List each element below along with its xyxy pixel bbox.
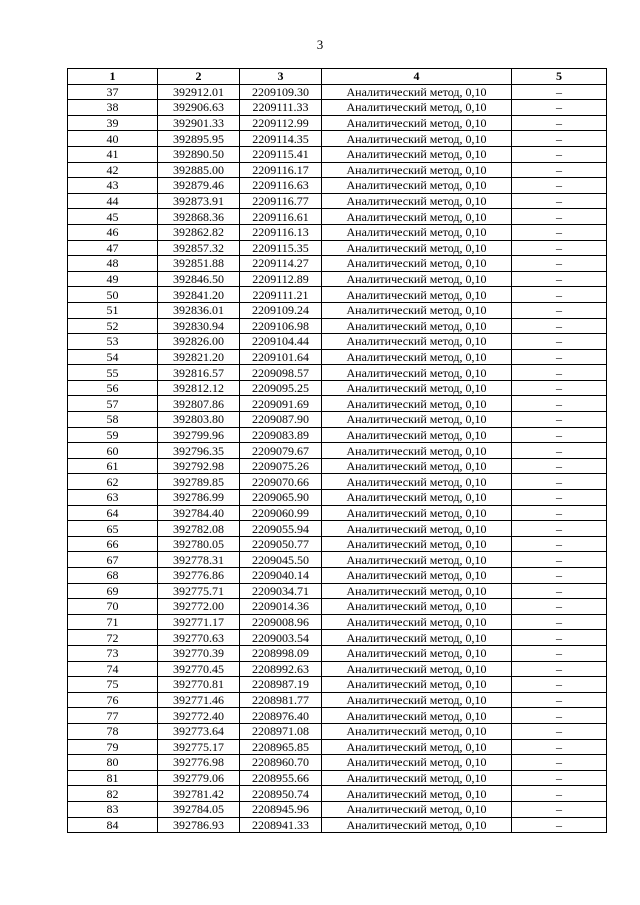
table-row bbox=[68, 131, 607, 147]
cell-y-coordinate: 2208965.85 bbox=[240, 739, 322, 755]
cell-point-number: 73 bbox=[68, 645, 158, 661]
cell-method: Аналитический метод, 0,10 bbox=[322, 630, 512, 646]
cell-point-number: 56 bbox=[68, 380, 158, 396]
cell-description: – bbox=[512, 755, 607, 771]
cell-point-number: 81 bbox=[68, 770, 158, 786]
cell-point-number: 58 bbox=[68, 412, 158, 428]
cell-x-coordinate: 392868.36 bbox=[158, 209, 240, 225]
table-row bbox=[68, 365, 607, 381]
cell-description: – bbox=[512, 349, 607, 365]
cell-description: – bbox=[512, 396, 607, 412]
cell-y-coordinate: 2209098.57 bbox=[240, 365, 322, 381]
cell-x-coordinate: 392906.63 bbox=[158, 100, 240, 116]
cell-x-coordinate: 392901.33 bbox=[158, 115, 240, 131]
cell-x-coordinate: 392780.05 bbox=[158, 536, 240, 552]
cell-description: – bbox=[512, 224, 607, 240]
cell-method: Аналитический метод, 0,10 bbox=[322, 100, 512, 116]
cell-x-coordinate: 392830.94 bbox=[158, 318, 240, 334]
cell-method: Аналитический метод, 0,10 bbox=[322, 224, 512, 240]
cell-y-coordinate: 2209014.36 bbox=[240, 599, 322, 615]
table-row bbox=[68, 427, 607, 443]
cell-x-coordinate: 392826.00 bbox=[158, 334, 240, 350]
cell-point-number: 80 bbox=[68, 755, 158, 771]
cell-point-number: 51 bbox=[68, 302, 158, 318]
header-x-coordinate: 2 bbox=[158, 69, 240, 85]
cell-x-coordinate: 392784.05 bbox=[158, 801, 240, 817]
table-row bbox=[68, 708, 607, 724]
cell-description: – bbox=[512, 708, 607, 724]
cell-x-coordinate: 392770.39 bbox=[158, 645, 240, 661]
cell-x-coordinate: 392799.96 bbox=[158, 427, 240, 443]
cell-description: – bbox=[512, 661, 607, 677]
table-row bbox=[68, 505, 607, 521]
cell-point-number: 59 bbox=[68, 427, 158, 443]
cell-method: Аналитический метод, 0,10 bbox=[322, 599, 512, 615]
cell-description: – bbox=[512, 302, 607, 318]
cell-point-number: 63 bbox=[68, 490, 158, 506]
table-row bbox=[68, 599, 607, 615]
cell-point-number: 41 bbox=[68, 146, 158, 162]
table-row bbox=[68, 583, 607, 599]
cell-description: – bbox=[512, 474, 607, 490]
cell-y-coordinate: 2209003.54 bbox=[240, 630, 322, 646]
table-row bbox=[68, 100, 607, 116]
cell-description: – bbox=[512, 271, 607, 287]
cell-description: – bbox=[512, 739, 607, 755]
cell-point-number: 84 bbox=[68, 817, 158, 833]
cell-y-coordinate: 2208971.08 bbox=[240, 723, 322, 739]
cell-method: Аналитический метод, 0,10 bbox=[322, 131, 512, 147]
cell-method: Аналитический метод, 0,10 bbox=[322, 193, 512, 209]
cell-point-number: 40 bbox=[68, 131, 158, 147]
cell-point-number: 67 bbox=[68, 552, 158, 568]
cell-y-coordinate: 2209112.99 bbox=[240, 115, 322, 131]
cell-x-coordinate: 392821.20 bbox=[158, 349, 240, 365]
cell-x-coordinate: 392789.85 bbox=[158, 474, 240, 490]
cell-point-number: 54 bbox=[68, 349, 158, 365]
table-row bbox=[68, 178, 607, 194]
cell-method: Аналитический метод, 0,10 bbox=[322, 723, 512, 739]
cell-description: – bbox=[512, 193, 607, 209]
cell-point-number: 69 bbox=[68, 583, 158, 599]
cell-y-coordinate: 2209079.67 bbox=[240, 443, 322, 459]
cell-method: Аналитический метод, 0,10 bbox=[322, 505, 512, 521]
coordinates-table bbox=[67, 68, 607, 833]
cell-point-number: 64 bbox=[68, 505, 158, 521]
cell-description: – bbox=[512, 614, 607, 630]
table-row bbox=[68, 739, 607, 755]
cell-y-coordinate: 2209075.26 bbox=[240, 458, 322, 474]
cell-description: – bbox=[512, 287, 607, 303]
cell-description: – bbox=[512, 443, 607, 459]
cell-x-coordinate: 392776.98 bbox=[158, 755, 240, 771]
cell-description: – bbox=[512, 178, 607, 194]
cell-method: Аналитический метод, 0,10 bbox=[322, 770, 512, 786]
cell-x-coordinate: 392779.06 bbox=[158, 770, 240, 786]
cell-description: – bbox=[512, 490, 607, 506]
cell-point-number: 76 bbox=[68, 692, 158, 708]
cell-method: Аналитический метод, 0,10 bbox=[322, 801, 512, 817]
cell-method: Аналитический метод, 0,10 bbox=[322, 583, 512, 599]
cell-description: – bbox=[512, 599, 607, 615]
table-row bbox=[68, 677, 607, 693]
cell-point-number: 55 bbox=[68, 365, 158, 381]
cell-point-number: 44 bbox=[68, 193, 158, 209]
table-row bbox=[68, 692, 607, 708]
cell-y-coordinate: 2209070.66 bbox=[240, 474, 322, 490]
cell-point-number: 68 bbox=[68, 568, 158, 584]
cell-y-coordinate: 2209034.71 bbox=[240, 583, 322, 599]
header-point-number: 1 bbox=[68, 69, 158, 85]
cell-description: – bbox=[512, 536, 607, 552]
cell-point-number: 66 bbox=[68, 536, 158, 552]
cell-y-coordinate: 2209101.64 bbox=[240, 349, 322, 365]
table-row bbox=[68, 146, 607, 162]
table-body bbox=[68, 84, 607, 833]
cell-x-coordinate: 392885.00 bbox=[158, 162, 240, 178]
cell-description: – bbox=[512, 723, 607, 739]
cell-description: – bbox=[512, 583, 607, 599]
header-method: 4 bbox=[322, 69, 512, 85]
cell-point-number: 62 bbox=[68, 474, 158, 490]
cell-x-coordinate: 392770.45 bbox=[158, 661, 240, 677]
cell-description: – bbox=[512, 380, 607, 396]
table-row bbox=[68, 334, 607, 350]
cell-method: Аналитический метод, 0,10 bbox=[322, 458, 512, 474]
cell-x-coordinate: 392772.40 bbox=[158, 708, 240, 724]
cell-description: – bbox=[512, 505, 607, 521]
cell-y-coordinate: 2209112.89 bbox=[240, 271, 322, 287]
cell-y-coordinate: 2208960.70 bbox=[240, 755, 322, 771]
cell-y-coordinate: 2208992.63 bbox=[240, 661, 322, 677]
table-row bbox=[68, 817, 607, 833]
cell-description: – bbox=[512, 692, 607, 708]
cell-y-coordinate: 2208981.77 bbox=[240, 692, 322, 708]
cell-description: – bbox=[512, 100, 607, 116]
cell-point-number: 70 bbox=[68, 599, 158, 615]
table-row bbox=[68, 661, 607, 677]
cell-y-coordinate: 2209106.98 bbox=[240, 318, 322, 334]
cell-y-coordinate: 2209116.77 bbox=[240, 193, 322, 209]
cell-method: Аналитический метод, 0,10 bbox=[322, 84, 512, 100]
cell-point-number: 38 bbox=[68, 100, 158, 116]
cell-method: Аналитический метод, 0,10 bbox=[322, 349, 512, 365]
cell-description: – bbox=[512, 318, 607, 334]
cell-x-coordinate: 392890.50 bbox=[158, 146, 240, 162]
cell-point-number: 39 bbox=[68, 115, 158, 131]
cell-y-coordinate: 2209050.77 bbox=[240, 536, 322, 552]
cell-x-coordinate: 392772.00 bbox=[158, 599, 240, 615]
cell-y-coordinate: 2209055.94 bbox=[240, 521, 322, 537]
cell-method: Аналитический метод, 0,10 bbox=[322, 240, 512, 256]
cell-method: Аналитический метод, 0,10 bbox=[322, 490, 512, 506]
cell-method: Аналитический метод, 0,10 bbox=[322, 521, 512, 537]
cell-x-coordinate: 392836.01 bbox=[158, 302, 240, 318]
cell-y-coordinate: 2209116.61 bbox=[240, 209, 322, 225]
cell-description: – bbox=[512, 162, 607, 178]
cell-method: Аналитический метод, 0,10 bbox=[322, 817, 512, 833]
cell-description: – bbox=[512, 521, 607, 537]
cell-method: Аналитический метод, 0,10 bbox=[322, 474, 512, 490]
table-row bbox=[68, 770, 607, 786]
cell-x-coordinate: 392857.32 bbox=[158, 240, 240, 256]
cell-description: – bbox=[512, 552, 607, 568]
cell-y-coordinate: 2208945.96 bbox=[240, 801, 322, 817]
cell-y-coordinate: 2208955.66 bbox=[240, 770, 322, 786]
cell-point-number: 72 bbox=[68, 630, 158, 646]
cell-y-coordinate: 2209114.35 bbox=[240, 131, 322, 147]
cell-method: Аналитический метод, 0,10 bbox=[322, 536, 512, 552]
cell-method: Аналитический метод, 0,10 bbox=[322, 115, 512, 131]
table-row bbox=[68, 193, 607, 209]
cell-point-number: 43 bbox=[68, 178, 158, 194]
cell-point-number: 71 bbox=[68, 614, 158, 630]
cell-method: Аналитический метод, 0,10 bbox=[322, 755, 512, 771]
cell-description: – bbox=[512, 801, 607, 817]
cell-x-coordinate: 392846.50 bbox=[158, 271, 240, 287]
cell-x-coordinate: 392841.20 bbox=[158, 287, 240, 303]
table-row bbox=[68, 318, 607, 334]
cell-description: – bbox=[512, 427, 607, 443]
cell-point-number: 45 bbox=[68, 209, 158, 225]
cell-y-coordinate: 2209040.14 bbox=[240, 568, 322, 584]
table-row bbox=[68, 349, 607, 365]
cell-method: Аналитический метод, 0,10 bbox=[322, 645, 512, 661]
cell-method: Аналитический метод, 0,10 bbox=[322, 380, 512, 396]
cell-method: Аналитический метод, 0,10 bbox=[322, 302, 512, 318]
cell-method: Аналитический метод, 0,10 bbox=[322, 661, 512, 677]
cell-x-coordinate: 392786.93 bbox=[158, 817, 240, 833]
table-row bbox=[68, 801, 607, 817]
cell-x-coordinate: 392796.35 bbox=[158, 443, 240, 459]
table-row bbox=[68, 552, 607, 568]
cell-y-coordinate: 2209116.63 bbox=[240, 178, 322, 194]
cell-point-number: 74 bbox=[68, 661, 158, 677]
table-row bbox=[68, 490, 607, 506]
cell-point-number: 77 bbox=[68, 708, 158, 724]
cell-x-coordinate: 392775.17 bbox=[158, 739, 240, 755]
cell-x-coordinate: 392778.31 bbox=[158, 552, 240, 568]
cell-method: Аналитический метод, 0,10 bbox=[322, 178, 512, 194]
cell-x-coordinate: 392812.12 bbox=[158, 380, 240, 396]
cell-x-coordinate: 392770.63 bbox=[158, 630, 240, 646]
cell-x-coordinate: 392770.81 bbox=[158, 677, 240, 693]
cell-point-number: 57 bbox=[68, 396, 158, 412]
cell-method: Аналитический метод, 0,10 bbox=[322, 334, 512, 350]
cell-description: – bbox=[512, 365, 607, 381]
cell-y-coordinate: 2209116.13 bbox=[240, 224, 322, 240]
table-row bbox=[68, 645, 607, 661]
cell-method: Аналитический метод, 0,10 bbox=[322, 318, 512, 334]
cell-y-coordinate: 2209045.50 bbox=[240, 552, 322, 568]
cell-x-coordinate: 392895.95 bbox=[158, 131, 240, 147]
cell-method: Аналитический метод, 0,10 bbox=[322, 396, 512, 412]
cell-method: Аналитический метод, 0,10 bbox=[322, 692, 512, 708]
cell-description: – bbox=[512, 84, 607, 100]
cell-method: Аналитический метод, 0,10 bbox=[322, 271, 512, 287]
cell-description: – bbox=[512, 770, 607, 786]
cell-y-coordinate: 2209109.30 bbox=[240, 84, 322, 100]
cell-point-number: 46 bbox=[68, 224, 158, 240]
cell-x-coordinate: 392782.08 bbox=[158, 521, 240, 537]
table-row bbox=[68, 115, 607, 131]
cell-y-coordinate: 2208950.74 bbox=[240, 786, 322, 802]
cell-point-number: 65 bbox=[68, 521, 158, 537]
cell-x-coordinate: 392775.71 bbox=[158, 583, 240, 599]
table-row bbox=[68, 630, 607, 646]
cell-method: Аналитический метод, 0,10 bbox=[322, 708, 512, 724]
table-row bbox=[68, 412, 607, 428]
table-row bbox=[68, 396, 607, 412]
cell-description: – bbox=[512, 677, 607, 693]
cell-x-coordinate: 392816.57 bbox=[158, 365, 240, 381]
cell-method: Аналитический метод, 0,10 bbox=[322, 677, 512, 693]
cell-y-coordinate: 2209065.90 bbox=[240, 490, 322, 506]
cell-description: – bbox=[512, 209, 607, 225]
cell-x-coordinate: 392862.82 bbox=[158, 224, 240, 240]
cell-y-coordinate: 2209087.90 bbox=[240, 412, 322, 428]
cell-method: Аналитический метод, 0,10 bbox=[322, 427, 512, 443]
cell-y-coordinate: 2208998.09 bbox=[240, 645, 322, 661]
table-row bbox=[68, 162, 607, 178]
cell-method: Аналитический метод, 0,10 bbox=[322, 365, 512, 381]
cell-method: Аналитический метод, 0,10 bbox=[322, 412, 512, 428]
cell-description: – bbox=[512, 256, 607, 272]
cell-description: – bbox=[512, 630, 607, 646]
table-row bbox=[68, 723, 607, 739]
table-row bbox=[68, 755, 607, 771]
table-row bbox=[68, 287, 607, 303]
cell-method: Аналитический метод, 0,10 bbox=[322, 256, 512, 272]
cell-method: Аналитический метод, 0,10 bbox=[322, 162, 512, 178]
cell-point-number: 60 bbox=[68, 443, 158, 459]
cell-point-number: 82 bbox=[68, 786, 158, 802]
cell-point-number: 75 bbox=[68, 677, 158, 693]
table-row bbox=[68, 209, 607, 225]
cell-point-number: 61 bbox=[68, 458, 158, 474]
cell-method: Аналитический метод, 0,10 bbox=[322, 568, 512, 584]
cell-point-number: 49 bbox=[68, 271, 158, 287]
cell-description: – bbox=[512, 240, 607, 256]
cell-point-number: 37 bbox=[68, 84, 158, 100]
cell-x-coordinate: 392912.01 bbox=[158, 84, 240, 100]
cell-point-number: 79 bbox=[68, 739, 158, 755]
table-row bbox=[68, 443, 607, 459]
table-row bbox=[68, 458, 607, 474]
table-row bbox=[68, 568, 607, 584]
cell-x-coordinate: 392771.17 bbox=[158, 614, 240, 630]
cell-x-coordinate: 392873.91 bbox=[158, 193, 240, 209]
cell-x-coordinate: 392786.99 bbox=[158, 490, 240, 506]
cell-y-coordinate: 2209115.41 bbox=[240, 146, 322, 162]
cell-point-number: 42 bbox=[68, 162, 158, 178]
cell-point-number: 78 bbox=[68, 723, 158, 739]
cell-x-coordinate: 392851.88 bbox=[158, 256, 240, 272]
cell-y-coordinate: 2209060.99 bbox=[240, 505, 322, 521]
cell-description: – bbox=[512, 458, 607, 474]
cell-x-coordinate: 392807.86 bbox=[158, 396, 240, 412]
cell-description: – bbox=[512, 568, 607, 584]
table-row bbox=[68, 302, 607, 318]
cell-description: – bbox=[512, 334, 607, 350]
cell-x-coordinate: 392803.80 bbox=[158, 412, 240, 428]
cell-y-coordinate: 2209091.69 bbox=[240, 396, 322, 412]
cell-method: Аналитический метод, 0,10 bbox=[322, 209, 512, 225]
cell-y-coordinate: 2209008.96 bbox=[240, 614, 322, 630]
header-description: 5 bbox=[512, 69, 607, 85]
cell-y-coordinate: 2208976.40 bbox=[240, 708, 322, 724]
cell-method: Аналитический метод, 0,10 bbox=[322, 614, 512, 630]
cell-method: Аналитический метод, 0,10 bbox=[322, 443, 512, 459]
table-row bbox=[68, 380, 607, 396]
cell-description: – bbox=[512, 412, 607, 428]
cell-description: – bbox=[512, 146, 607, 162]
cell-method: Аналитический метод, 0,10 bbox=[322, 552, 512, 568]
table-row bbox=[68, 536, 607, 552]
table-row bbox=[68, 474, 607, 490]
cell-description: – bbox=[512, 817, 607, 833]
cell-x-coordinate: 392776.86 bbox=[158, 568, 240, 584]
cell-y-coordinate: 2209095.25 bbox=[240, 380, 322, 396]
cell-point-number: 48 bbox=[68, 256, 158, 272]
table-row bbox=[68, 786, 607, 802]
cell-x-coordinate: 392879.46 bbox=[158, 178, 240, 194]
cell-y-coordinate: 2208987.19 bbox=[240, 677, 322, 693]
cell-x-coordinate: 392784.40 bbox=[158, 505, 240, 521]
cell-x-coordinate: 392792.98 bbox=[158, 458, 240, 474]
cell-y-coordinate: 2209111.33 bbox=[240, 100, 322, 116]
cell-y-coordinate: 2209115.35 bbox=[240, 240, 322, 256]
cell-y-coordinate: 2208941.33 bbox=[240, 817, 322, 833]
table-row bbox=[68, 521, 607, 537]
cell-method: Аналитический метод, 0,10 bbox=[322, 287, 512, 303]
table-row bbox=[68, 84, 607, 100]
cell-method: Аналитический метод, 0,10 bbox=[322, 786, 512, 802]
table-row bbox=[68, 256, 607, 272]
cell-y-coordinate: 2209114.27 bbox=[240, 256, 322, 272]
cell-point-number: 83 bbox=[68, 801, 158, 817]
cell-description: – bbox=[512, 786, 607, 802]
cell-point-number: 53 bbox=[68, 334, 158, 350]
cell-point-number: 47 bbox=[68, 240, 158, 256]
cell-y-coordinate: 2209111.21 bbox=[240, 287, 322, 303]
table-row bbox=[68, 614, 607, 630]
cell-point-number: 52 bbox=[68, 318, 158, 334]
cell-description: – bbox=[512, 115, 607, 131]
cell-point-number: 50 bbox=[68, 287, 158, 303]
cell-description: – bbox=[512, 131, 607, 147]
page-number: 3 bbox=[316, 37, 324, 52]
cell-method: Аналитический метод, 0,10 bbox=[322, 146, 512, 162]
cell-y-coordinate: 2209083.89 bbox=[240, 427, 322, 443]
table-header-row bbox=[68, 69, 607, 85]
table-row bbox=[68, 240, 607, 256]
table-row bbox=[68, 224, 607, 240]
cell-y-coordinate: 2209109.24 bbox=[240, 302, 322, 318]
cell-x-coordinate: 392773.64 bbox=[158, 723, 240, 739]
header-y-coordinate: 3 bbox=[240, 69, 322, 85]
cell-description: – bbox=[512, 645, 607, 661]
cell-x-coordinate: 392771.46 bbox=[158, 692, 240, 708]
cell-x-coordinate: 392781.42 bbox=[158, 786, 240, 802]
cell-y-coordinate: 2209116.17 bbox=[240, 162, 322, 178]
cell-y-coordinate: 2209104.44 bbox=[240, 334, 322, 350]
table-row bbox=[68, 271, 607, 287]
cell-method: Аналитический метод, 0,10 bbox=[322, 739, 512, 755]
